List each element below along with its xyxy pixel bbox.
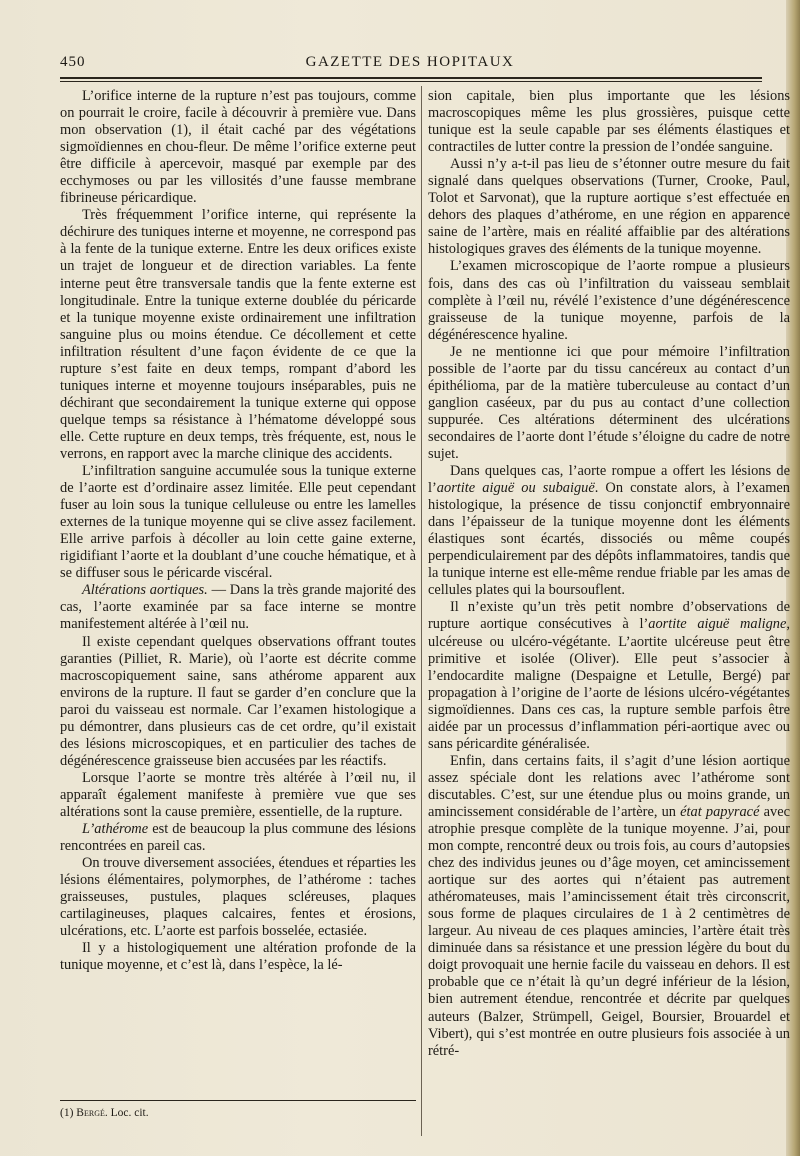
paragraph-text: Dans quelques cas, l’aorte rompue a offert les lésions de l’ (428, 463, 790, 497)
paragraph: Lorsque l’aorte se montre très altérée à l’œil nu, il apparaît également manifeste à première vue que ses altérations sont la cause première, essentielle, de la rupture. (60, 769, 416, 820)
journal-title: GAZETTE DES HOPITAUX (305, 54, 515, 70)
paragraph (428, 599, 790, 752)
paragraph: sion capitale, bien plus importante que les lésions macroscopiques même les plus grossières, puisque cette tunique est la seule capable par ses éléments élastiques et contractiles de lutter contre la pression de l’ondée sanguine. (428, 88, 790, 156)
paragraph: On trouve diversement associées, étendues et réparties les lésions élémentaires, polymorphes, de l’athérome : taches graisseuses, pustules, plaques scléreuses, plaques cartilagineuses, plaques calcaires, fentes et érosions, ulcérations, etc. L’aorte est parfois bosselée, ectasiée. (60, 855, 416, 940)
paragraph-text: avec atrophie presque complète de la tunique moyenne. J’ai, pour mon compte, rencontré deux ou trois fois, au cours d’autopsies chez des individus jeunes ou d’âge moyen, cet amincissement aortique sur des aortes qui n’étaient pas autrement athéromateuses, mais l’amincissement était très circonscrit, sous forme de plaques circulaires de 1 à 2 centimètres de largeur. Au niveau de ces plaques amincies, l’artère était très diminuée dans sa résistance et une pression légère du bout du doigt provoquait une hernie facile du vaisseau en dehors. Il est probable que ce n’était là qu’un degré inférieur de la lésion, bien autrement étendue, rencontrée et décrite par quelques auteurs (Balzer, Strümpell, Geigel, Boursier, Brouardel et Vibert), qui s’est montrée en outre plusieurs fois associée à un rétré- (428, 803, 790, 1059)
header-rule (60, 77, 762, 82)
paragraph-text: . On constate alors, à l’examen histologique, la présence de tissu conjonctif embryonnaire dans l’épaisseur de la tunique moyenne dont les éléments élastiques sont écartés, dissociés ou même coupés perpendiculairement par des dépôts inflammatoires, tandis que la tunique interne est elle-même rendue friable par les amas de cellules plates qui la boursouflent. (428, 480, 790, 599)
paragraph (60, 821, 416, 855)
paragraph: Aussi n’y a-t-il pas lieu de s’étonner outre mesure du fait signalé dans quelques observations (Turner, Crooke, Paul, Tolot et Sarvonat), que la rupture aortique s’est effectuée en dehors des plaques d’athérome, en une région en apparence saine de l’artère, mais en réalité affaiblie par des altérations histologiques graves des éléments de la tunique moyenne. (428, 156, 790, 258)
paragraph-text: Enfin, dans certains faits, il s’agit d’une lésion aortique assez spéciale dont les relations avec l’athérome sont discutables. C’est, sur une étendue plus ou moins grande, un amincissement considérable de l’artère, un (428, 752, 790, 820)
italic-term: aortite aiguë ou subaiguë (436, 480, 595, 497)
italic-term: L’athérome (82, 821, 149, 838)
footnote-text: . Loc. cit. (104, 1107, 149, 1119)
footnote-author: Bergé (76, 1107, 105, 1119)
page-header (60, 54, 760, 78)
paragraph: L’orifice interne de la rupture n’est pas toujours, comme on pourrait le croire, facile à découvrir à première vue. Dans mon observation (1), il était caché par des végétations sigmoïdiennes en chou-fleur. De même l’orifice externe peut être difficile à apercevoir, masqué par exemple par des ecchymoses ou par les villosités d’une fausse membrane fibrineuse péricardique. (60, 88, 416, 207)
column-divider (421, 86, 422, 1136)
paragraph-text: , ulcéreuse ou ulcéro-végétante. L’aortite ulcéreuse peut être primitive et isolée (Oliver). Elle peut s’associer à l’endocardite maligne (Despaigne et Letulle, Bergé) par propagation à l’origine de l’aorte de lésions ulcéro-végétantes sigmoïdiennes. Dans ces cas, la rupture semble parfois être aidée par un processus d’inflammation péri-aortique avec ou sans péricardite généralisée. (428, 616, 790, 752)
paragraph-text: est de beaucoup la plus commune des lésions rencontrées en pareil cas. (60, 821, 416, 855)
italic-term: aortite aiguë maligne (648, 616, 787, 633)
section-heading-italic: Altérations aortiques. (82, 582, 208, 599)
paragraph (60, 582, 416, 633)
paragraph: Il existe cependant quelques observations offrant toutes garanties (Pilliet, R. Marie), où l’aorte est décrite comme macroscopiquement saine, sans athérome apparent aux environs de la rupture. Il faut se garder d’en conclure que la paroi du vaisseau est normale. Car l’examen histologique a pu démontrer, dans plusieurs cas de cet ordre, qu’il existait des lésions microscopiques, et en particulier des taches de dégénérescence graisseuse bien accusées par les réactifs. (60, 633, 416, 769)
right-column (428, 88, 790, 1060)
paragraph-text: Il n’existe qu’un très petit nombre d’observations de rupture aortique consécutives à l’ (428, 599, 790, 633)
paragraph: L’examen microscopique de l’aorte rompue a plusieurs fois, dans des cas où l’infiltration du vaisseau semblait complète à l’œil nu, révélé l’existence d’une dégénérescence graisseuse de la tunique moyenne, parfois de la dégénérescence hyaline. (428, 258, 790, 343)
paragraph: Je ne mentionne ici que pour mémoire l’infiltration possible de l’aorte par du tissu cancéreux au contact d’un épithélioma, par de la matière tuberculeuse au contact d’un ganglion caséeux, par du pus au contact d’une collection suppurée. Ces altérations déterminent des ulcérations secondaires de l’aorte dont l’étude s’éloigne du cadre de notre sujet. (428, 343, 790, 462)
paragraph: Il y a histologiquement une altération profonde de la tunique moyenne, et c’est là, dans l’espèce, la lé- (60, 940, 416, 974)
paragraph: L’infiltration sanguine accumulée sous la tunique externe de l’aorte est d’ordinaire assez limitée. Elle peut cependant fuser au loin sous la tunique celluleuse ou entre les lamelles externes de la tunique moyenne qui se clive assez facilement. Elle arrive parfois à décoller au loin cette gaine externe, rigidifiant l’aorte et la doublant d’une couche hématique, et à se diffuser sous le péricarde viscéral. (60, 463, 416, 582)
italic-term: état papyracé (680, 803, 760, 820)
paragraph (428, 753, 790, 1060)
footnote-marker: (1) (60, 1107, 77, 1119)
paragraph: Très fréquemment l’orifice interne, qui représente la déchirure des tuniques interne et moyenne, ne correspond pas à la fente de la tunique externe. Entre les deux orifices existe un trajet de longueur et de direction variables. La fente interne peut être transversale tandis que la fente externe est longitudinale. Entre la tunique externe doublée du péricarde et la tunique moyenne existe ordinairement une infiltration sanguine plus ou moins étendue. Ce décollement et cette infiltration résultent d’une façon évidente de ce que la rupture s’est faite en deux temps, rompant d’abord les tuniques interne et moyenne toujours inséparables, puis ne déchirant que secondairement la tunique externe qui oppose quelque temps sa résistance à l’hématome développé sous elle. Cette rupture en deux temps, très fréquente, est, nous le verrons, en rapport avec la marche clinique des accidents. (60, 207, 416, 462)
left-column (60, 88, 416, 974)
paragraph (428, 463, 790, 599)
footnote-rule (60, 1100, 416, 1101)
footnote (60, 1106, 416, 1120)
paragraph-text: — Dans la très grande majorité des cas, l’aorte examinée par sa face interne se montre manifestement altérée à l’œil nu. (60, 582, 416, 633)
page-number: 450 (60, 54, 86, 70)
